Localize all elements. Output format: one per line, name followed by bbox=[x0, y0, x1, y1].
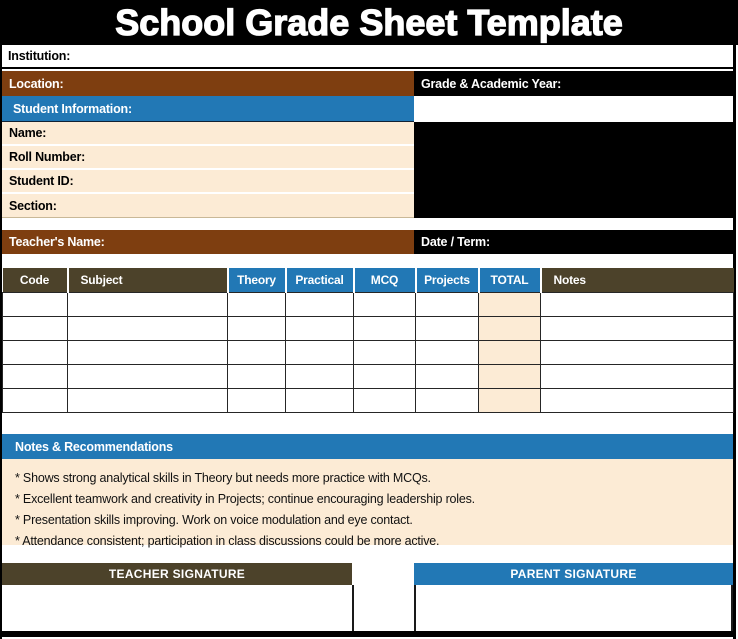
grade-cell-mcq[interactable] bbox=[354, 316, 416, 340]
notes-recommendations-label: Notes & Recommendations bbox=[15, 439, 173, 454]
grades-row bbox=[3, 388, 734, 412]
note-item: * Attendance consistent; participation in class discussions could be more active. bbox=[15, 534, 440, 548]
institution-label: Institution: bbox=[8, 49, 71, 63]
grade-cell-subject[interactable] bbox=[68, 364, 228, 388]
date-term-field[interactable] bbox=[414, 230, 733, 254]
parent-signature-header bbox=[414, 563, 733, 585]
col-header-practical: Practical bbox=[286, 268, 354, 292]
note-item: * Shows strong analytical skills in Theory but needs more practice with MCQs. bbox=[15, 471, 431, 485]
roll-number-label: Roll Number: bbox=[9, 150, 86, 164]
col-header-total: TOTAL bbox=[479, 268, 541, 292]
grade-cell-practical[interactable] bbox=[286, 292, 354, 316]
grades-table-header bbox=[3, 268, 734, 292]
grade-cell-practical[interactable] bbox=[286, 316, 354, 340]
grade-academic-year-label: Grade & Academic Year: bbox=[421, 76, 562, 91]
col-header-subject: Subject bbox=[68, 268, 228, 292]
teacher-signature-header bbox=[2, 563, 352, 585]
bottom-rule bbox=[2, 631, 733, 637]
note-item: * Presentation skills improving. Work on voice modulation and eye contact. bbox=[15, 513, 413, 527]
grade-academic-year-field[interactable] bbox=[414, 71, 733, 96]
grade-cell-subject[interactable] bbox=[68, 292, 228, 316]
grade-cell-total[interactable] bbox=[479, 388, 541, 412]
grade-cell-projects[interactable] bbox=[416, 364, 479, 388]
grade-cell-subject[interactable] bbox=[68, 316, 228, 340]
grade-cell-code[interactable] bbox=[3, 316, 68, 340]
teachers-name-label: Teacher's Name: bbox=[9, 235, 105, 249]
section-field[interactable] bbox=[2, 194, 414, 218]
grades-table bbox=[2, 268, 734, 413]
grade-cell-subject[interactable] bbox=[68, 340, 228, 364]
parent-signature-label: PARENT SIGNATURE bbox=[510, 567, 637, 581]
grade-cell-theory[interactable] bbox=[228, 316, 286, 340]
grade-cell-notes[interactable] bbox=[541, 292, 734, 316]
note-item: * Excellent teamwork and creativity in Projects; continue encouraging leadership roles. bbox=[15, 492, 475, 506]
student-id-field[interactable] bbox=[2, 170, 414, 194]
grades-row bbox=[3, 316, 734, 340]
sheet-body bbox=[0, 45, 736, 639]
grade-cell-notes[interactable] bbox=[541, 316, 734, 340]
teachers-name-field[interactable] bbox=[2, 230, 414, 254]
grade-cell-practical[interactable] bbox=[286, 388, 354, 412]
grade-cell-code[interactable] bbox=[3, 364, 68, 388]
col-header-theory: Theory bbox=[228, 268, 286, 292]
grade-cell-practical[interactable] bbox=[286, 364, 354, 388]
name-label: Name: bbox=[9, 126, 47, 140]
institution-field[interactable] bbox=[2, 45, 733, 69]
col-header-notes: Notes bbox=[541, 268, 734, 292]
grade-cell-theory[interactable] bbox=[228, 340, 286, 364]
page-title: School Grade Sheet Template bbox=[115, 1, 623, 43]
photo-black-block bbox=[414, 122, 733, 218]
grade-cell-projects[interactable] bbox=[416, 340, 479, 364]
location-label: Location: bbox=[9, 76, 64, 91]
grade-cell-projects[interactable] bbox=[416, 388, 479, 412]
grades-row bbox=[3, 340, 734, 364]
parent-signature-box[interactable] bbox=[414, 585, 733, 631]
grade-cell-total[interactable] bbox=[479, 340, 541, 364]
grade-cell-notes[interactable] bbox=[541, 388, 734, 412]
grade-cell-theory[interactable] bbox=[228, 388, 286, 412]
grade-cell-mcq[interactable] bbox=[354, 292, 416, 316]
notes-recommendations-body[interactable] bbox=[2, 459, 733, 548]
name-field[interactable] bbox=[2, 122, 414, 146]
student-id-label: Student ID: bbox=[9, 174, 74, 188]
location-field[interactable] bbox=[2, 71, 414, 96]
student-information-header bbox=[2, 96, 414, 122]
grade-cell-projects[interactable] bbox=[416, 316, 479, 340]
grade-cell-projects[interactable] bbox=[416, 292, 479, 316]
teacher-signature-box[interactable] bbox=[2, 585, 354, 631]
grades-row bbox=[3, 364, 734, 388]
notes-recommendations-header bbox=[2, 434, 733, 459]
grades-row bbox=[3, 292, 734, 316]
grade-cell-mcq[interactable] bbox=[354, 388, 416, 412]
grade-cell-code[interactable] bbox=[3, 340, 68, 364]
teacher-signature-label: TEACHER SIGNATURE bbox=[108, 567, 246, 581]
grade-cell-code[interactable] bbox=[3, 292, 68, 316]
section-label: Section: bbox=[9, 198, 57, 213]
grade-cell-subject[interactable] bbox=[68, 388, 228, 412]
student-information-label: Student Information: bbox=[13, 101, 132, 116]
roll-number-field[interactable] bbox=[2, 146, 414, 170]
grade-cell-notes[interactable] bbox=[541, 364, 734, 388]
col-header-mcq: MCQ bbox=[354, 268, 416, 292]
grade-cell-practical[interactable] bbox=[286, 340, 354, 364]
grade-cell-mcq[interactable] bbox=[354, 364, 416, 388]
grade-cell-code[interactable] bbox=[3, 388, 68, 412]
grade-cell-theory[interactable] bbox=[228, 364, 286, 388]
title-banner bbox=[0, 0, 738, 45]
col-header-projects: Projects bbox=[416, 268, 479, 292]
grade-cell-total[interactable] bbox=[479, 364, 541, 388]
grade-cell-notes[interactable] bbox=[541, 340, 734, 364]
grade-cell-theory[interactable] bbox=[228, 292, 286, 316]
col-header-code: Code bbox=[3, 268, 68, 292]
grade-cell-total[interactable] bbox=[479, 292, 541, 316]
grade-cell-mcq[interactable] bbox=[354, 340, 416, 364]
grade-cell-total[interactable] bbox=[479, 316, 541, 340]
date-term-label: Date / Term: bbox=[421, 235, 490, 249]
